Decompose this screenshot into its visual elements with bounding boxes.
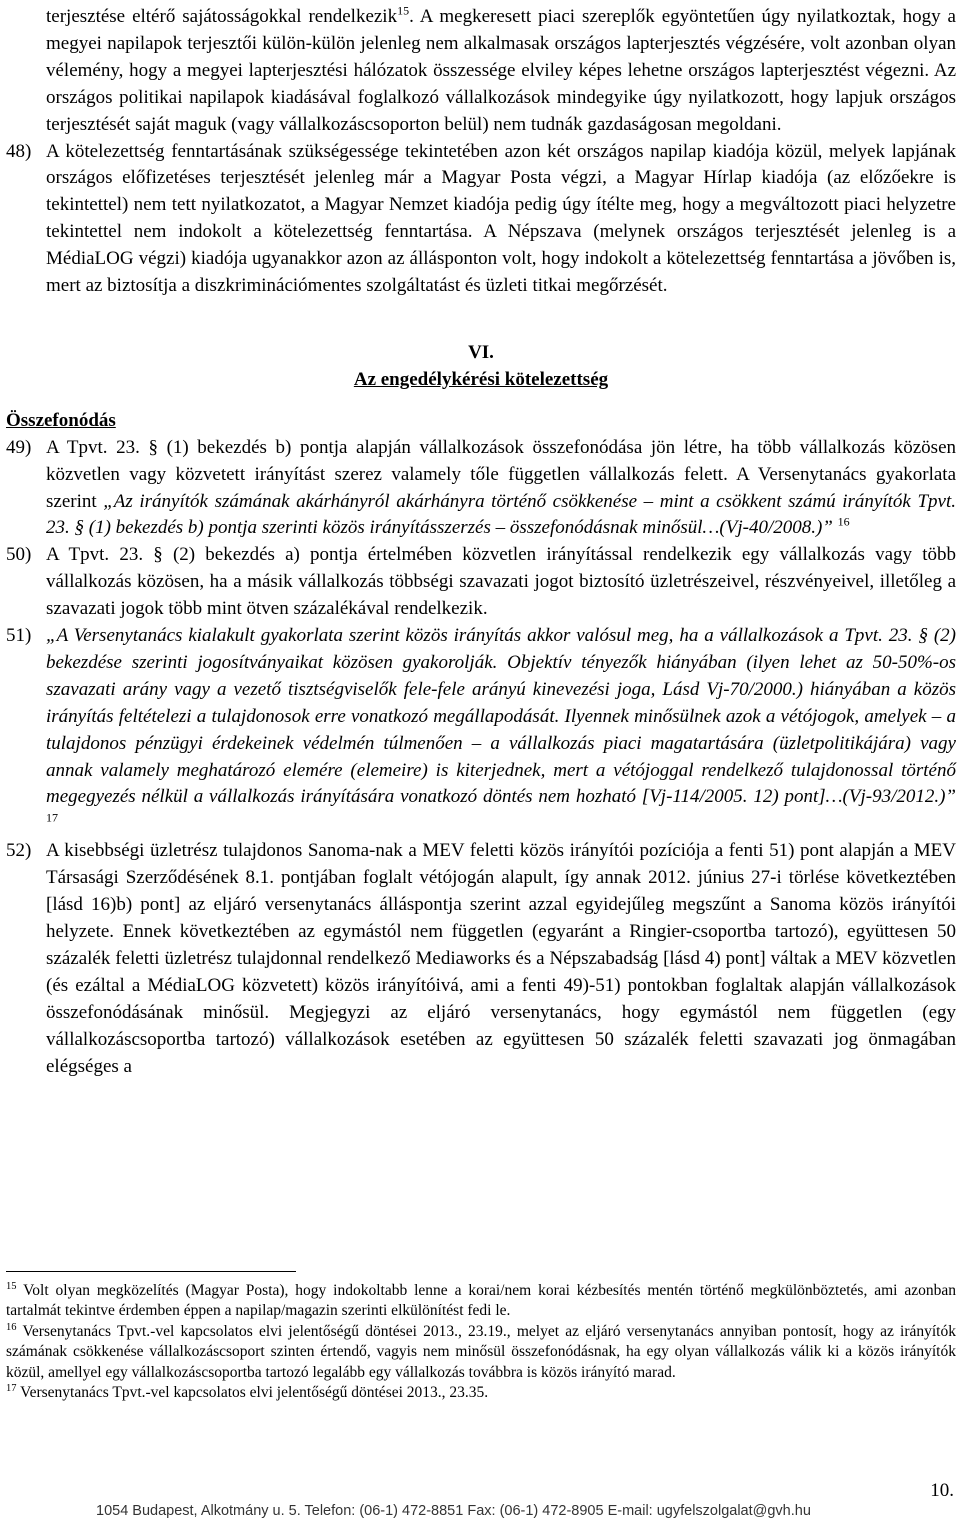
intro-part3: Az országos politikai napilapok kiadásával foglalkozó vállalkozások mindegyike úgy nyilatkozott, hogy lapjuk országos terjesztését saját maguk (vagy vállalkozáscsoporton belül) nem tudnák gazdaságosan megoldani. (46, 59, 957, 135)
p49-text1: A Tpvt. 23. § (1) bekezdés b) pontja alapján vállalkozások összefonódása jön létre, ha több vállalkozás közösen közvetlen vagy közvetett irányítást szerez valamely tőle független vállalkozás felett. A Versenytanács gyakorlata szerint (46, 436, 956, 512)
paragraph-49-text (46, 435, 956, 543)
page-number: 10. (930, 1480, 954, 1501)
paragraph-52-text: A kisebbségi üzletrész tulajdonos Sanoma-nak a MEV feletti közös irányítói pozíciója a fenti 51) pont alapján a MEV Társasági Szerződésének 8.1. pontjában foglalt vétójogán alapult, így annak 2012. június 27-i törlése következtében [lásd 16)b) pont] az eljáró versenytanács álláspontja szerint azzal egyidejűleg megszűnt a Sanoma közös irányítói helyzete. Ennek következtében az egymástól nem független (egyaránt a Ringier-csoportba tartozó), együttesen 50 százalék feletti üzletrész tulajdonnal rendelkező Mediaworks és a Népszabadság [lásd 4) pont] váltak a MEV közvetlen (és ezáltal a MédiaLOG közvetett) közös irányítóivá, ami a fenti 49)-51) pontokban foglaltak alapján vállalkozások összefonódásának minősül. Megjegyzi az eljáró versenytanács, hogy egymástól nem független (egy vállalkozáscsoportba tartozó) vállalkozások esetében az együttesen 50 százalék feletti szavazati jog önmagában elégséges a (46, 840, 956, 1077)
paragraph-51 (6, 623, 956, 838)
paragraph-number: 49) (6, 436, 32, 458)
footnote-ref-17[interactable]: 17 (46, 811, 58, 826)
paragraph-48-text (46, 139, 956, 300)
paragraph-49 (6, 435, 956, 543)
footnote-text: Volt olyan megközelítés (Magyar Posta), hogy indokoltabb lenne a korai/nem korai kézbesítés mentén történő megkülönböztetés, ami azonban tartalmát tekintve érdemben éppen a napilap/magazin szerinti elkülönítést fedi le. (6, 1282, 956, 1320)
footnote-15 (6, 1281, 956, 1322)
paragraph-48 (6, 139, 956, 300)
paragraph-number: 51) (6, 625, 32, 647)
p51-italic-quote: „A Versenytanács kialakult gyakorlata szerint közös irányítás akkor valósul meg, ha a vállalkozások a Tpvt. 23. § (2) bekezdése szerinti jogosítványaikat közösen gyakorolják. Objektív tényezők hiányában (ilyen lehet az 50-50%-os szavazati arány vagy a vezető tisztségviselők fele-fele arányú kinevezési joga, Lásd Vj-70/2000.) hiányában a közös irányítás feltételezi a tulajdonosok erre vonatkozó megállapodását. Ilyennek minősülnek azok a vétójogok, amelyek – a tulajdonos pénzügyi érdekeinek védelmén túlmenően – a vállalkozás piaci magatartására (üzletpolitikájára) vagy annak valamely meghatározó elemére (elemeire) is kiterjednek, mert a vétójoggal rendelkező tulajdonossal történő megegyezés nélkül a vállalkozás irányítására vonatkozó döntés nem hozható [Vj-114/2005. 12) pont]…(Vj-93/2012.)” (46, 625, 956, 808)
paragraph-52 (6, 838, 956, 1080)
footnote-divider (6, 1271, 296, 1272)
footnote-ref-15[interactable]: 15 (397, 3, 410, 18)
p48-text1: A kötelezettség fenntartásának szükségessége tekintetében azon két országos napilap kiadója közül, melyek lapjának országos előfizetéses terjesztését jelenleg már a Magyar Posta végzi, a Magyar Hírlap kiadója (az előzőekre is tekintettel) nem tett nyilatkozatot, a Magyar Nemzet kiadója pedig úgy ítélte meg, hogy a megváltozott piaci helyzetre tekintettel nem indokolt a kötelezettség fenntartása. (46, 140, 956, 243)
chapter-number: VI. (468, 341, 494, 363)
paragraph-51-text (46, 623, 956, 838)
p48-text2: A Népszava (melynek országos terjesztését jelenleg is a MédiaLOG végzi) kiadója ugyanakkor azon az állásponton volt, hogy indokolt a kötelezettség fenntartása a jövőben is, mert az biztosítja a diszkriminációmentes szolgáltatást és üzleti titkai megőrzését. (46, 221, 957, 297)
footnote-ref-16[interactable]: 16 (837, 515, 850, 530)
footer-contact: 1054 Budapest, Alkotmány u. 5. Telefon: (06-1) 472-8851 Fax: (06-1) 472-8905 E-mail: ugyfelszolgalat@gvh.hu (96, 1503, 811, 1519)
intro-paragraph (6, 4, 956, 139)
paragraph-50-text: A Tpvt. 23. § (2) bekezdés a) pontja értelmében közvetlen irányítással rendelkezik egy vállalkozás vagy több vállalkozás közösen, ha a másik vállalkozás többségi szavazati jogot biztosító üzletrészeivel, részvényeivel, illetőleg a szavazati jogok több mint ötven százalékával rendelkezik. (46, 544, 956, 620)
footnote-number: 16 (6, 1321, 17, 1333)
footnote-16 (6, 1322, 956, 1383)
paragraph-number: 50) (6, 544, 32, 566)
intro-part2: . A megkeresett piaci szereplők egyöntetűen úgy nyilatkoztak, hogy a megyei napilapok terjesztői külön-külön jelenleg nem alkalmasak országos lapterjesztés végzésére, volt azonban olyan vélemény, hogy a megyei lapterjesztési hálózatok összessége elviley képes lehetne országos lapterjesztést végezni. (46, 6, 956, 81)
chapter-title: Az engedélykérési kötelezettség (353, 368, 609, 390)
paragraph-number: 48) (6, 140, 32, 162)
footnote-number: 15 (6, 1280, 17, 1292)
intro-part1: terjesztése eltérő sajátosságokkal rendelkezik (46, 6, 398, 27)
footnote-number: 17 (6, 1382, 17, 1394)
paragraph-number: 52) (6, 840, 32, 862)
footnote-17 (6, 1383, 956, 1403)
p49-italic-quote: „Az irányítók számának akárhányról akárhányra történő csökkenése – mint a csökkent számú irányítók Tpvt. 23. § (1) bekezdés b) pontja szerinti közös irányításszerzés – összefonódásnak minősül…(Vj-40/2008.)” (46, 490, 956, 539)
footnotes (6, 1281, 956, 1403)
body-text (6, 4, 956, 1080)
footnote-text: Versenytanács Tpvt.-vel kapcsolatos elvi jelentőségű döntései 2013., 23.19., melyet az eljáró versenytanács annyiban pontosít, hogy az irányítók számának csökkenése vállalkozáscsoport szinten értendő, vagyis nem minősül összefonódásnak, ha egy olyan vállalkozás válik ki a közös irányítók közül, amellyel egy vállalkozáscsoportba tartozó legalább egy vállalkozás továbbra is közös irányító marad. (6, 1322, 956, 1381)
section-title: Összefonódás (6, 409, 116, 431)
paragraph-50 (6, 542, 956, 623)
footnote-text: Versenytanács Tpvt.-vel kapcsolatos elvi jelentőségű döntései 2013., 23.35. (20, 1384, 489, 1402)
